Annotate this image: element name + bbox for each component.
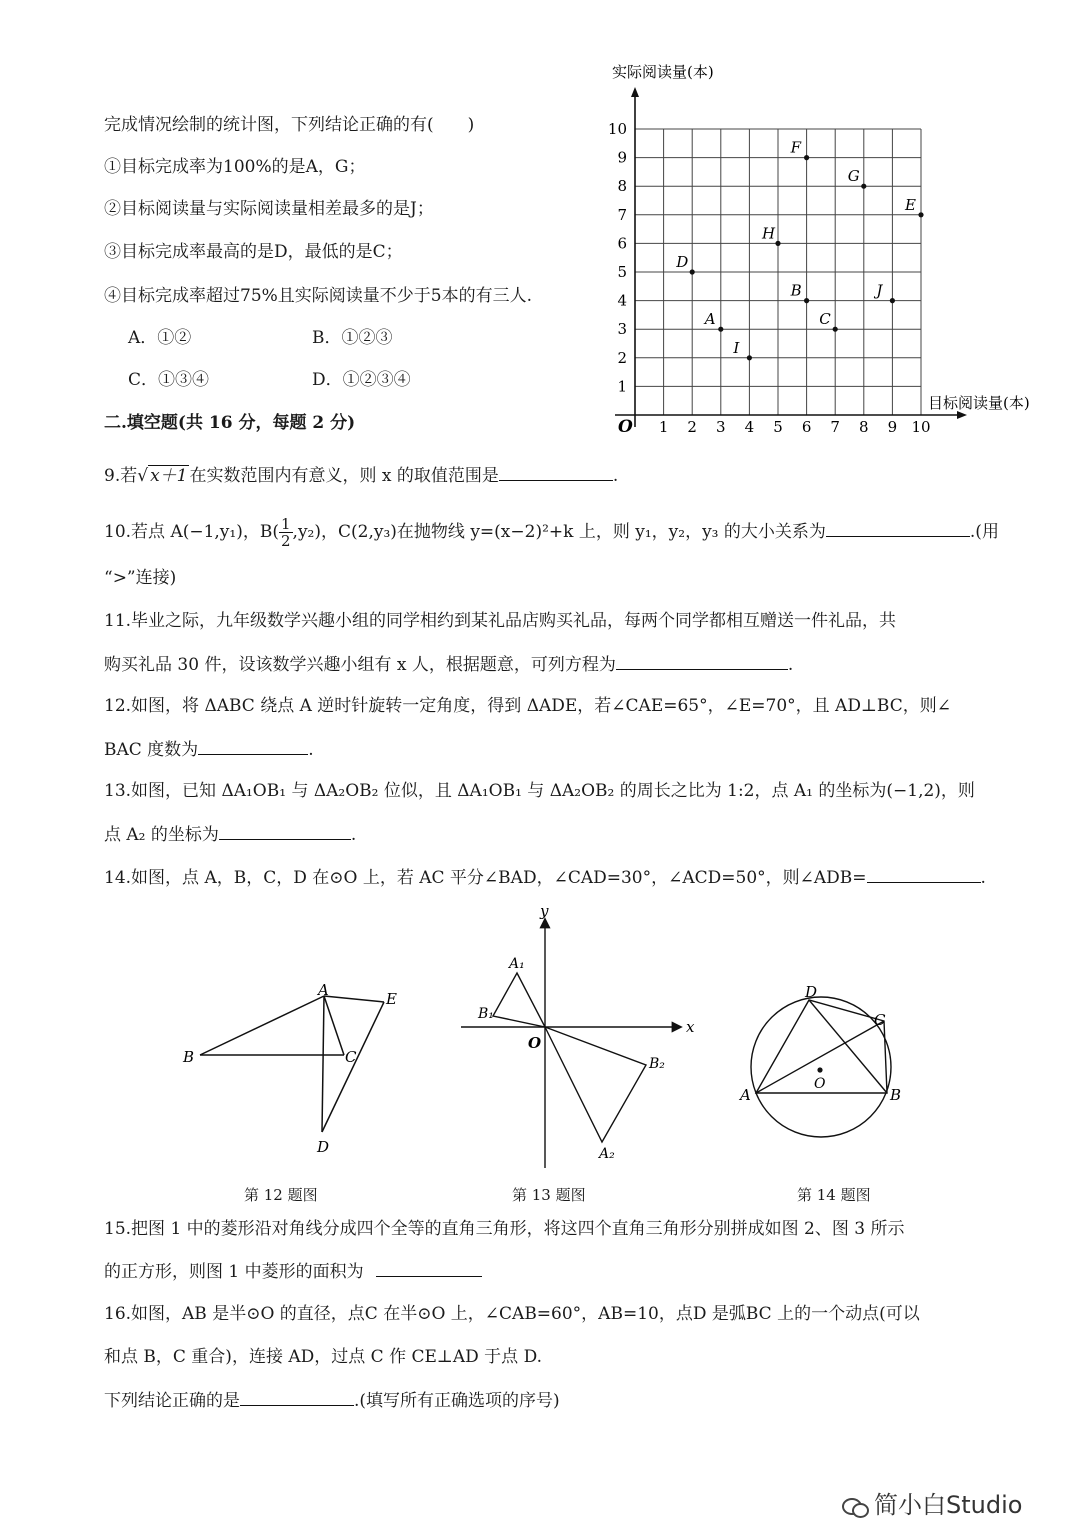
q8-option-c: C．①③④ (128, 370, 210, 390)
q12-line2-text: BAC 度数为 (104, 740, 199, 760)
point-label-F: F (790, 138, 802, 157)
x-tick-label: 9 (887, 418, 898, 436)
fig14-label-d: D (805, 983, 818, 1001)
chart-y-axis-label: 实际阅读量(本) (612, 63, 714, 81)
fig14-center-dot (817, 1067, 822, 1072)
q14-end: . (980, 868, 986, 888)
fig12-label-d: D (317, 1138, 330, 1156)
q10-post: ,y₂)，C(2,y₃)在抛物线 y=(x−2)²+k 上，则 y₁，y₂，y₃ 的大小关系为 (292, 522, 826, 542)
q10-end: .(用 (969, 522, 999, 542)
fig13-label-a1: A₁ (509, 956, 525, 972)
fig13-label-o: O (528, 1034, 542, 1052)
point-label-E: E (905, 195, 916, 214)
watermark-text: 简小白Studio (874, 1491, 1023, 1519)
watermark (842, 1485, 1022, 1520)
x-tick-label: 2 (687, 418, 697, 436)
y-tick-label: 6 (617, 234, 627, 253)
x-tick-label: 3 (716, 418, 726, 436)
q9-radicand: x＋1 (150, 466, 188, 486)
point-label-I: I (733, 338, 740, 357)
q8-option-a: A．①② (128, 328, 192, 348)
point-label-J: J (876, 281, 883, 300)
y-tick-label: 5 (617, 263, 627, 281)
q10-pre: 10.若点 A(−1,y₁)，B( (104, 522, 279, 542)
q16-line2: 和点 B，C 重合)，连接 AD，过点 C 作 CE⊥AD 于点 D. (104, 1347, 543, 1367)
q8-option-d: D．①②③④ (312, 370, 411, 390)
sqrt-symbol: √ (137, 466, 149, 486)
x-tick-label: 7 (830, 418, 840, 436)
x-tick-label: 6 (801, 418, 812, 436)
q16-line3 (104, 1387, 560, 1413)
q15-line2 (104, 1258, 482, 1284)
fig12-caption: 第 12 题图 (244, 1186, 318, 1204)
q9-pre: 9.若 (104, 466, 138, 486)
q15-answer-blank[interactable] (376, 1258, 482, 1277)
fig14-label-o: O (814, 1076, 826, 1092)
x-tick-label: 4 (744, 418, 755, 436)
point-label-B: B (790, 281, 802, 300)
q16-line3-pre: 下列结论正确的是 (104, 1391, 240, 1411)
y-tick-label: 8 (617, 177, 627, 196)
y-tick-label: 3 (617, 320, 627, 339)
x-tick-label: 10 (911, 418, 931, 436)
fig13-caption: 第 13 题图 (512, 1186, 586, 1204)
point-label-H: H (762, 224, 776, 243)
q13-line2-text: 点 A₂ 的坐标为 (104, 825, 219, 845)
fig13-label-y: y (540, 902, 549, 920)
x-tick-label: 1 (658, 418, 669, 436)
x-tick-label: 8 (859, 418, 869, 436)
fig13-label-x: x (686, 1018, 695, 1036)
fig14-label-b: B (890, 1086, 902, 1104)
q8-statement-3: ③目标完成率最高的是D，最低的是C； (104, 242, 403, 262)
fig14-caption: 第 14 题图 (797, 1186, 871, 1204)
q16-answer-blank[interactable] (240, 1387, 354, 1406)
q16-line3-post: .(填写所有正确选项的序号) (354, 1391, 560, 1411)
q13-end: . (350, 825, 357, 845)
point-label-D: D (676, 253, 689, 271)
q16-line1: 16.如图，AB 是半⊙O 的直径，点C 在半⊙O 上，∠CAB=60°，AB=10，点D 是弧BC 上的一个动点(可以 (104, 1304, 920, 1324)
fig12-label-b: B (183, 1048, 195, 1066)
q10-frac-num: 1 (281, 515, 291, 533)
section-title-fill-in: 二.填空题(共 16 分，每题 2 分) (104, 413, 356, 433)
q9-post: 在实数范围内有意义，则 x 的取值范围是 (189, 466, 499, 486)
q15-line2-text: 的正方形，则图 1 中菱形的面积为 (104, 1262, 364, 1282)
q8-statement-2: ②目标阅读量与实际阅读量相差最多的是J； (104, 199, 434, 219)
fig13-label-b2: B₂ (649, 1056, 665, 1072)
q8-stem: 完成情况绘制的统计图，下列结论正确的有( ) (104, 115, 475, 135)
y-tick-label: 9 (617, 148, 627, 167)
fig13-label-b1: B₁ (478, 1006, 494, 1022)
wechat-icon (842, 1496, 868, 1516)
y-tick-label: 7 (617, 205, 627, 224)
q8-option-b: B．①②③ (312, 328, 393, 348)
q12-line1: 12.如图，将 ΔABC 绕点 A 逆时针旋转一定角度，得到 ΔADE，若∠CAE=65°，∠E=70°，且 AD⊥BC，则∠ (104, 696, 951, 716)
point-label-G: G (847, 167, 860, 186)
fig12-label-a: A (318, 981, 329, 999)
q9-end: . (612, 466, 619, 486)
q11-line1: 11.毕业之际，九年级数学兴趣小组的同学相约到某礼品店购买礼品，每两个同学都相互赠送一件礼品，共 (104, 611, 897, 631)
q15-line1: 15.把图 1 中的菱形沿对角线分成四个全等的直角三角形，将这四个直角三角形分别拼成如图 2、图 3 所示 (104, 1219, 905, 1239)
q8-statement-1: ①目标完成率为100%的是A，G； (104, 157, 366, 177)
q14-text: 14.如图，点 A，B，C，D 在⊙O 上，若 AC 平分∠BAD，∠CAD=30°，∠ACD=50°，则∠ADB= (104, 868, 867, 888)
q12-end: . (308, 740, 314, 760)
point-label-C: C (819, 310, 831, 329)
fig12-label-c: C (345, 1048, 357, 1066)
q13-line1: 13.如图，已知 ΔA₁OB₁ 与 ΔA₂OB₂ 位似，且 ΔA₁OB₁ 与 ΔA₂OB₂ 的周长之比为 1:2，点 A₁ 的坐标为(−1,2)，则 (104, 781, 975, 801)
chart-x-axis-label: 目标阅读量(本) (928, 394, 1030, 412)
q10-frac-den: 2 (281, 532, 291, 550)
y-tick-label: 4 (617, 291, 627, 310)
point-label-A: A (704, 310, 716, 329)
fig13-label-a2: A₂ (599, 1146, 615, 1162)
y-tick-label: 2 (617, 348, 627, 367)
q8-statement-4: ④目标完成率超过75%且实际阅读量不少于5本的有三人. (104, 286, 533, 306)
q11-end: . (787, 655, 794, 675)
y-tick-label: 10 (607, 120, 627, 138)
q11-line2-text: 购买礼品 30 件，设该数学兴趣小组有 x 人，根据题意，可列方程为 (104, 655, 616, 675)
x-tick-label: 5 (773, 418, 783, 436)
fig12-label-e: E (386, 990, 397, 1008)
fig14-label-c: C (874, 1011, 886, 1029)
q10-line2: “>”连接) (104, 568, 177, 588)
fig14-label-a: A (740, 1086, 751, 1104)
y-tick-label: 1 (617, 377, 627, 396)
chart-origin-label: O (618, 417, 633, 437)
